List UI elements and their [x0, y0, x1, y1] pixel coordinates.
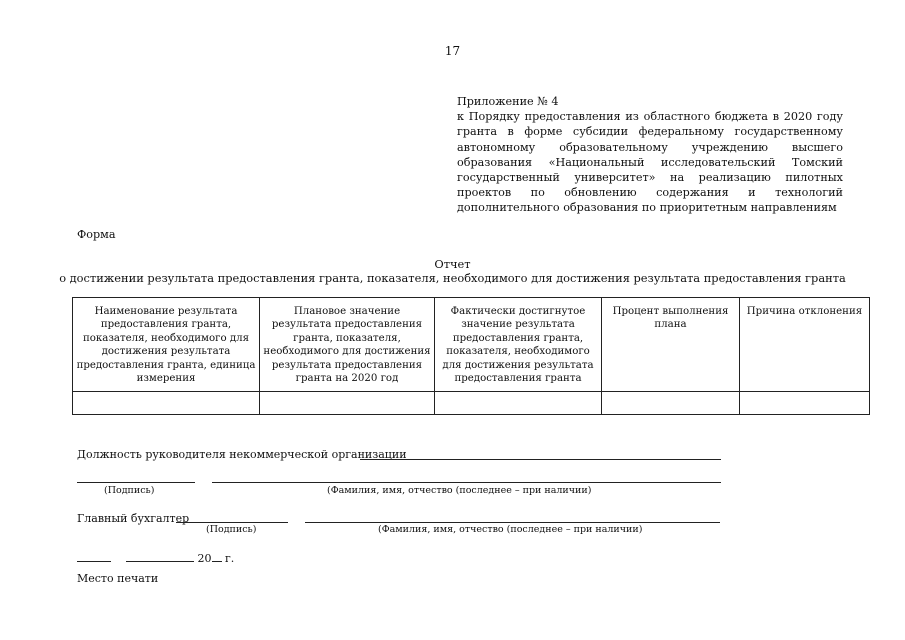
page-number: 17: [444, 44, 461, 58]
head-signature-field[interactable]: [77, 482, 195, 483]
date-month-field[interactable]: [126, 550, 194, 562]
report-subtitle: о достижении результата предоставления гранта, показателя, необходимого для достижения результата предоставления гранта: [59, 271, 846, 285]
column-header-result-name: Наименование результата предоставления гранта, показателя, необходимого для достижения результата предоставления гранта, единица измерения: [73, 298, 260, 392]
head-fullname-field[interactable]: [212, 482, 721, 483]
table-cell[interactable]: [435, 392, 602, 415]
chief-accountant-label: Главный бухгалтер: [77, 512, 190, 525]
appendix-text: к Порядку предоставления из областного бюджета в 2020 году гранта в форме субсидии федеральному государственному автономному образовательному учреждению высшего образования «Национальный исследовательский Томский государственный университет» на реализацию пилотных проектов по обновлению содержания и технологий дополнительного образования по приоритетным направлениям: [457, 110, 843, 215]
date-year-field[interactable]: [212, 550, 222, 562]
table-row: [73, 392, 870, 415]
appendix-title: Приложение № 4: [457, 95, 559, 108]
column-header-deviation-reason: Причина отклонения: [740, 298, 870, 392]
column-header-completion-percent: Процент выполнения плана: [602, 298, 740, 392]
table-cell[interactable]: [73, 392, 260, 415]
date-year-prefix: 20: [197, 552, 212, 565]
chief-accountant-fullname-caption: (Фамилия, имя, отчество (последнее – при наличии): [378, 524, 643, 535]
form-label: Форма: [77, 228, 116, 241]
report-table: [72, 297, 870, 415]
chief-accountant-fullname-field[interactable]: [305, 522, 720, 523]
date-day-field[interactable]: [77, 550, 111, 562]
head-fullname-caption: (Фамилия, имя, отчество (последнее – при наличии): [327, 485, 592, 496]
head-position-label: Должность руководителя некоммерческой организации: [77, 448, 407, 461]
column-header-actual-value: Фактически достигнутое значение результата предоставления гранта, показателя, необходимого для достижения результата предоставления гранта: [435, 298, 602, 392]
table-cell[interactable]: [260, 392, 435, 415]
table-cell[interactable]: [602, 392, 740, 415]
report-title: Отчет: [434, 257, 471, 271]
head-position-field[interactable]: [360, 459, 721, 460]
chief-accountant-signature-caption: (Подпись): [206, 524, 257, 535]
head-signature-caption: (Подпись): [104, 485, 155, 496]
appendix-block: [457, 94, 843, 216]
seal-label: Место печати: [77, 572, 159, 585]
date-year-suffix: г.: [221, 552, 235, 565]
table-header-row: [73, 298, 870, 392]
chief-accountant-signature-field[interactable]: [176, 522, 288, 523]
head-position-line: [77, 448, 407, 461]
date-line: [77, 550, 234, 565]
column-header-planned-value: Плановое значение результата предоставления гранта, показателя, необходимого для достижения результата предоставления гранта на 2020 год: [260, 298, 435, 392]
table-cell[interactable]: [740, 392, 870, 415]
